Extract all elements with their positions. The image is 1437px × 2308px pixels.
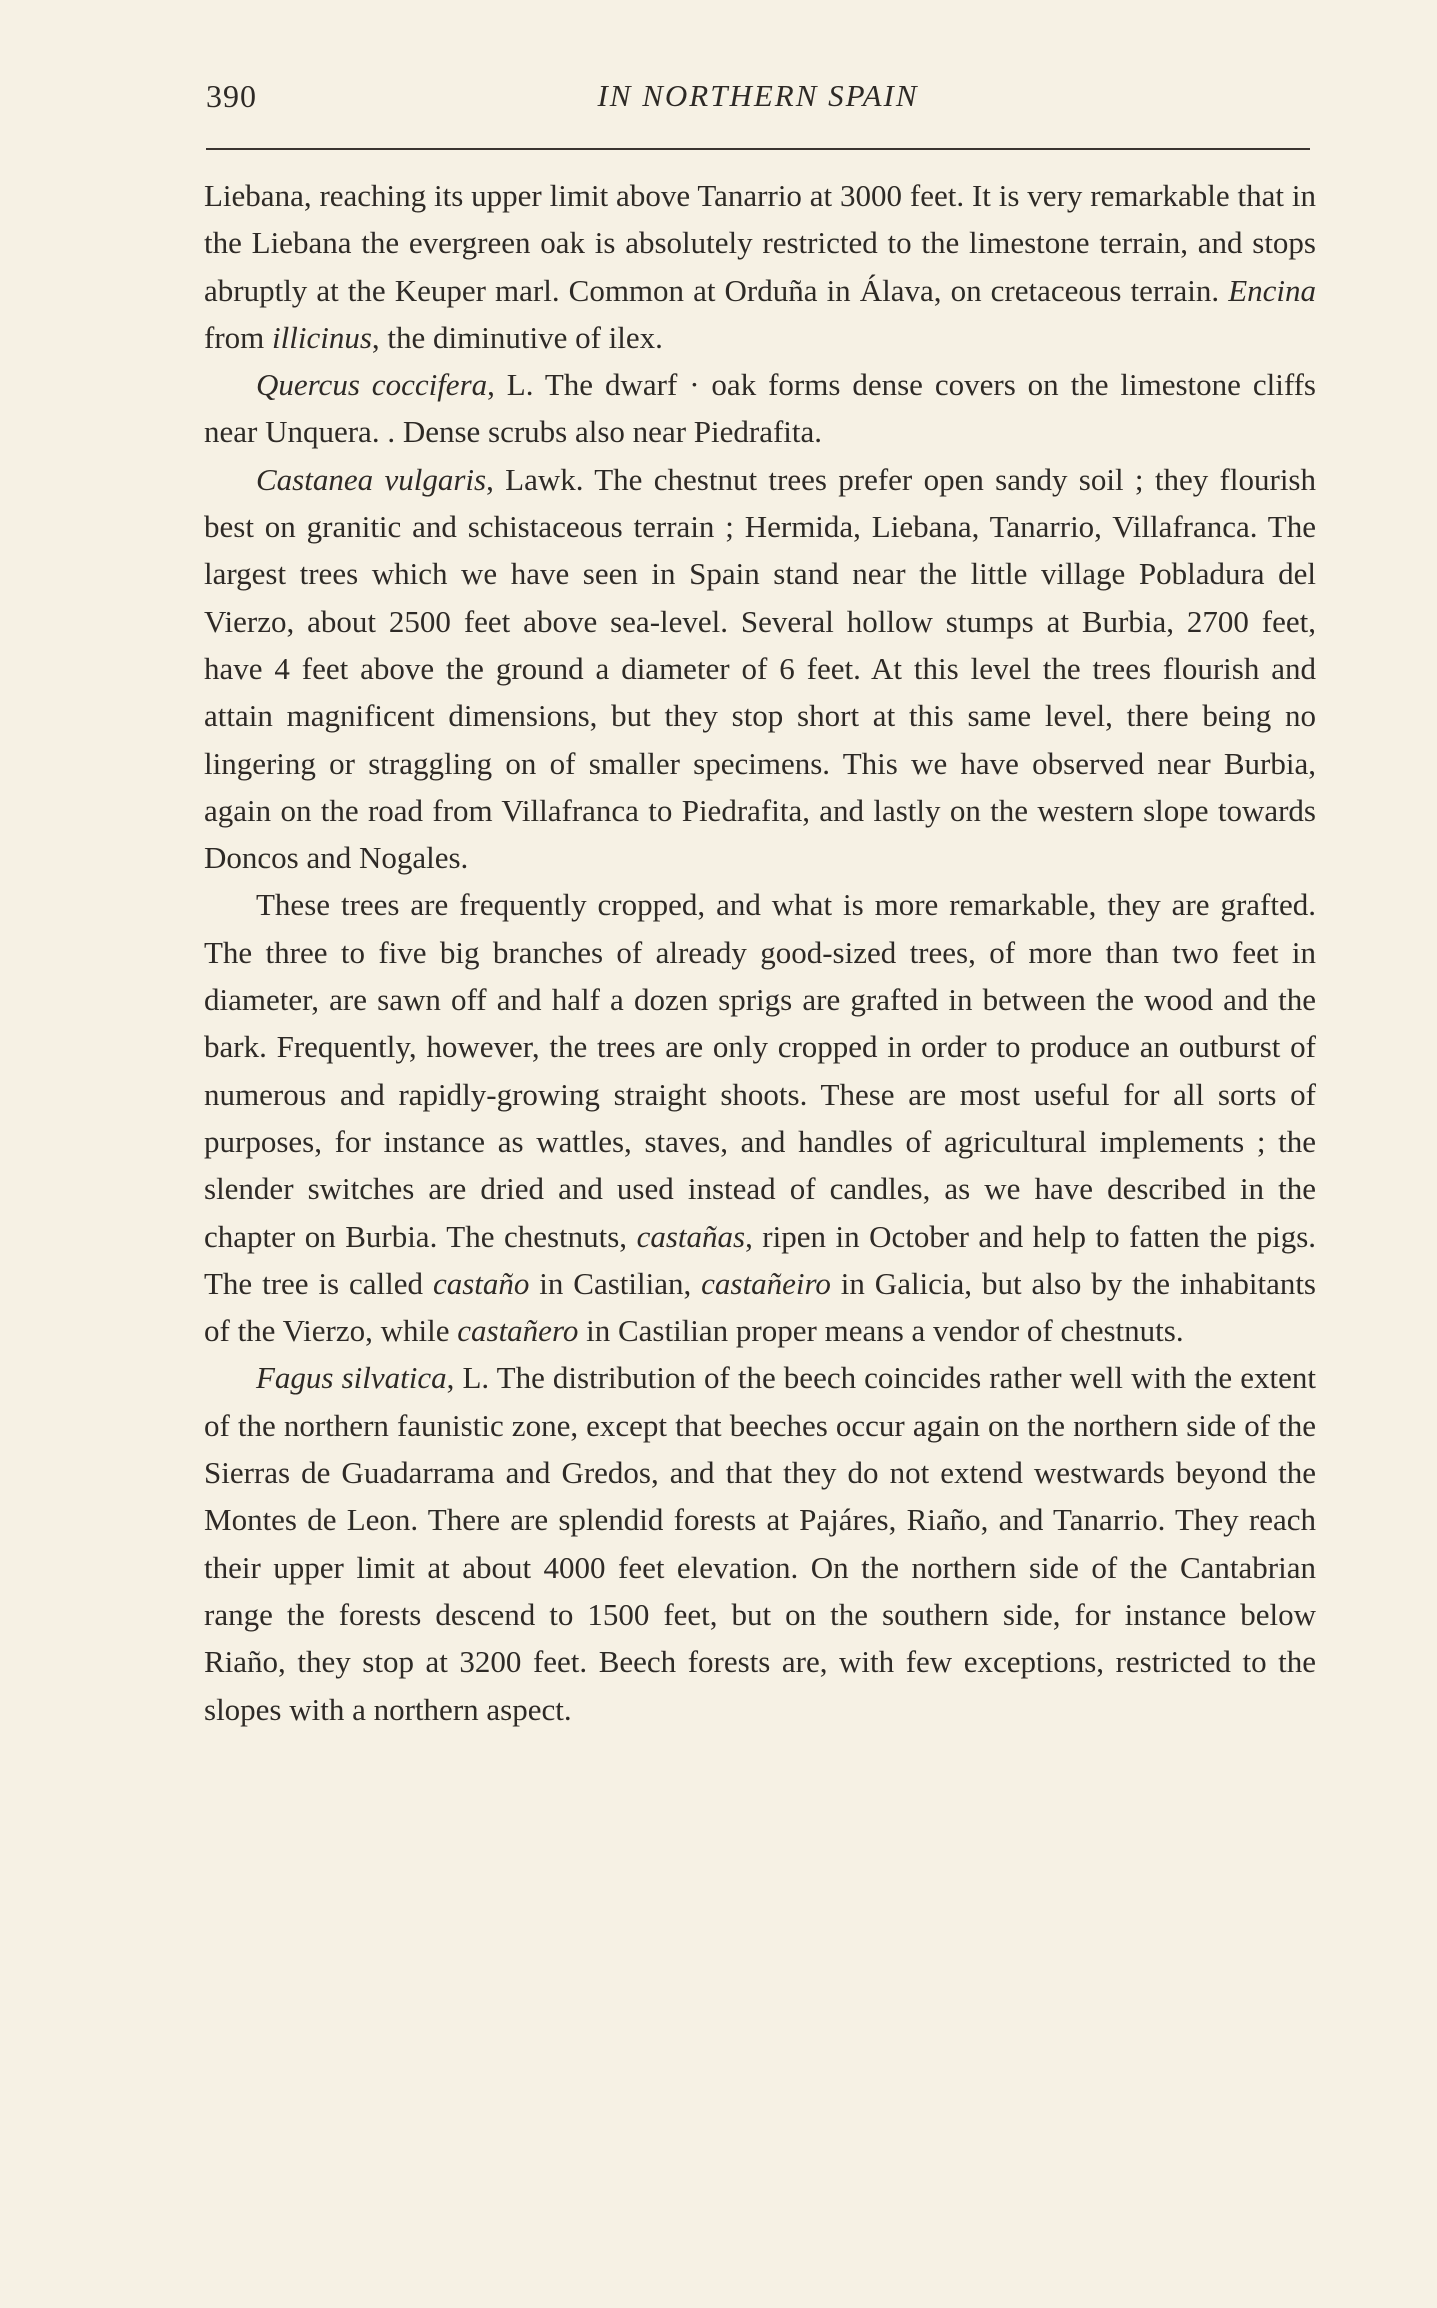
paragraph — [204, 881, 1316, 1354]
text-run: in Castilian proper means a vendor of chestnuts. — [578, 1313, 1184, 1349]
running-title: IN NORTHERN SPAIN — [597, 78, 919, 113]
italic-text: castañeiro — [701, 1265, 831, 1301]
italic-text: castañas — [636, 1218, 746, 1254]
text-run: , Lawk. The chestnut trees prefer open sandy soil ; they flourish best on granitic and schistaceous terrain ; Hermida, Liebana, Tanarrio, Villafranca. The largest trees which we have seen in Spain stand near the little village Pobladura del Vierzo, about 2500 feet above sea-level. Several hollow stumps at Burbia, 2700 feet, have 4 feet above the ground a diameter of 6 feet. At this level the trees flourish and attain magnificent dimensions, but they stop short at this same level, there being no lingering or straggling on of smaller specimens. This we have observed near Burbia, again on the road from Villafranca to Piedrafita, and lastly on the western slope towards Doncos and Nogales. — [204, 461, 1316, 876]
paragraph — [204, 361, 1316, 456]
text-run: from — [204, 319, 273, 355]
italic-text: Quercus coccifera — [256, 367, 488, 403]
text-run: , L. The distribution of the beech coincides rather well with the extent of the northern faunistic zone, except that beeches occur again on the northern side of the Sierras de Guadarrama and Gredos, and that they do not extend westwards beyond the Montes de Leon. There are splendid forests at Pajáres, Riaño, and Tanarrio. They reach their upper limit at about 4000 feet elevation. On the northern side of the Cantabrian range the forests descend to 1500 feet, but on the southern side, for instance below Riaño, they stop at 3200 feet. Beech forests are, with few exceptions, restricted to the slopes with a northern aspect. — [204, 1360, 1316, 1727]
paragraph — [204, 172, 1316, 361]
body-text — [204, 172, 1316, 1733]
italic-text: illicinus — [272, 319, 372, 355]
header-rule — [206, 148, 1310, 150]
text-run: in Galicia, but also by the inhabitants of the Vierzo, while — [204, 1265, 1317, 1349]
text-run: , the diminutive of ilex. — [371, 319, 663, 355]
text-run: These trees are frequently cropped, and what is more remarkable, they are grafted. The three to five big branches of already good-sized trees, of more than two feet in diameter, are sawn off and half a dozen sprigs are grafted in between the wood and the bark. Frequently, however, the trees are only cropped in order to produce an outburst of numerous and rapidly-growing straight shoots. These are most useful for all sorts of purposes, for instance as wattles, staves, and handles of agricultural implements ; the slender switches are dried and used instead of candles, as we have described in the chapter on Burbia. The chestnuts, — [204, 887, 1316, 1254]
text-run: , L. The dwarf · oak forms dense covers on the limestone cliffs near Unquera. . Dense scrubs also near Piedrafita. — [204, 367, 1316, 450]
italic-text: Fagus silvatica — [256, 1360, 447, 1396]
italic-text: Encina — [1228, 272, 1316, 308]
text-run: Liebana, reaching its upper limit above Tanarrio at 3000 feet. It is very remarkable that in the Liebana the evergreen oak is absolutely restricted to the limestone terrain, and stops abruptly at the Keuper marl. Common at Orduña in Álava, on cretaceous terrain. — [204, 178, 1316, 308]
page-number: 390 — [206, 78, 257, 114]
italic-text: Castanea vulgaris — [256, 461, 487, 497]
paragraph — [204, 456, 1316, 882]
italic-text: castañero — [457, 1313, 579, 1349]
paragraph — [204, 1354, 1316, 1732]
italic-text: castaño — [432, 1265, 530, 1301]
text-run: , ripen in October and help to fatten the pigs. The tree is called — [204, 1218, 1317, 1301]
page-header — [206, 78, 1310, 128]
text-run: in Castilian, — [529, 1265, 702, 1301]
